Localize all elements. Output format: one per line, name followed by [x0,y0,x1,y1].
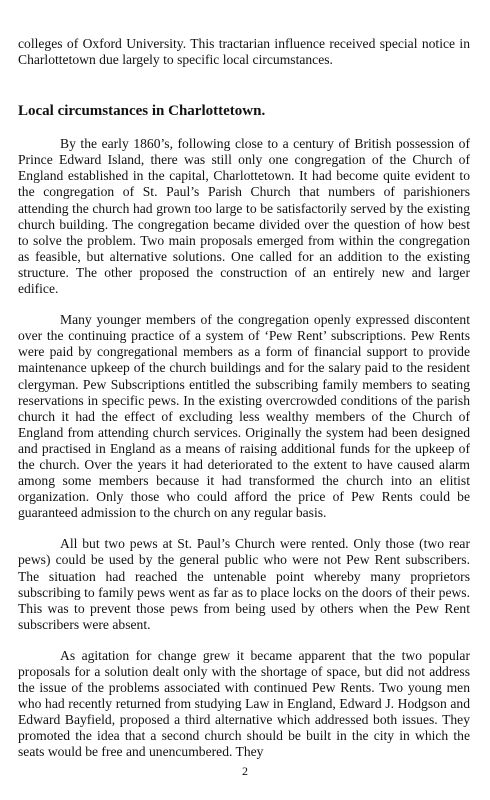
paragraph-congregation: By the early 1860’s, following close to a century of British possession of Prince Edward Island, there was still only one congregation of the Church of England established in the capital, Charlottetown. It had become quite evident to the congregation of St. Paul’s Parish Church that numbers of parishioners attending the church had grown too large to be satisfactorily served by the existing church building. The congregation became divided over the question of how best to solve the problem. Two main proposals emerged from within the congregation as feasible, but alternative solutions. One called for an addition to the existing structure. The other proposed the construction of an entirely new and larger edifice. [18,136,470,297]
paragraph-continuation: colleges of Oxford University. This tractarian influence received special notice in Charlottetown due largely to specific local circumstances. [18,36,470,68]
page-number: 2 [242,764,248,778]
paragraph-pew-rents: Many younger members of the congregation openly expressed discontent over the continuing practice of a system of ‘Pew Rent’ subscriptions. Pew Rents were paid by congregational members as a form of financial support to provide maintenance upkeep of the church buildings and for the salary paid to the resident clergyman. Pew Subscriptions entitled the subscribing family members to seating reservations in specific pews. In the existing overcrowded conditions of the parish church it had the effect of excluding less wealthy members of the Church of England from attending church services. Originally the system had been designed and practised in England as a means of raising additional funds for the upkeep of the church. Over the years it had deteriorated to the extent to have caused alarm among some members because it had transformed the church into an elitist organization. Only those who could afford the price of Pew Rents could be guaranteed admission to the church on any regular basis. [18,312,470,521]
section-heading: Local circumstances in Charlottetown. [18,103,266,120]
paragraph-rented-pews: All but two pews at St. Paul’s Church were rented. Only those (two rear pews) could be used by the general public who were not Pew Rent subscribers. The situation had reached the untenable point whereby many proprietors subscribing to family pews went as far as to place locks on the doors of their pews. This was to prevent those pews from being used by others when the Pew Rent subscribers were absent. [18,536,470,632]
paragraph-agitation: As agitation for change grew it became apparent that the two popular proposals for a solution dealt only with the shortage of space, but did not address the issue of the problems associated with continued Pew Rents. Two young men who had recently returned from studying Law in England, Edward J. Hodgson and Edward Bayfield, proposed a third alternative which addressed both issues. They promoted the idea that a second church should be built in the city in which the seats would be free and unencumbered. They [18,647,470,760]
